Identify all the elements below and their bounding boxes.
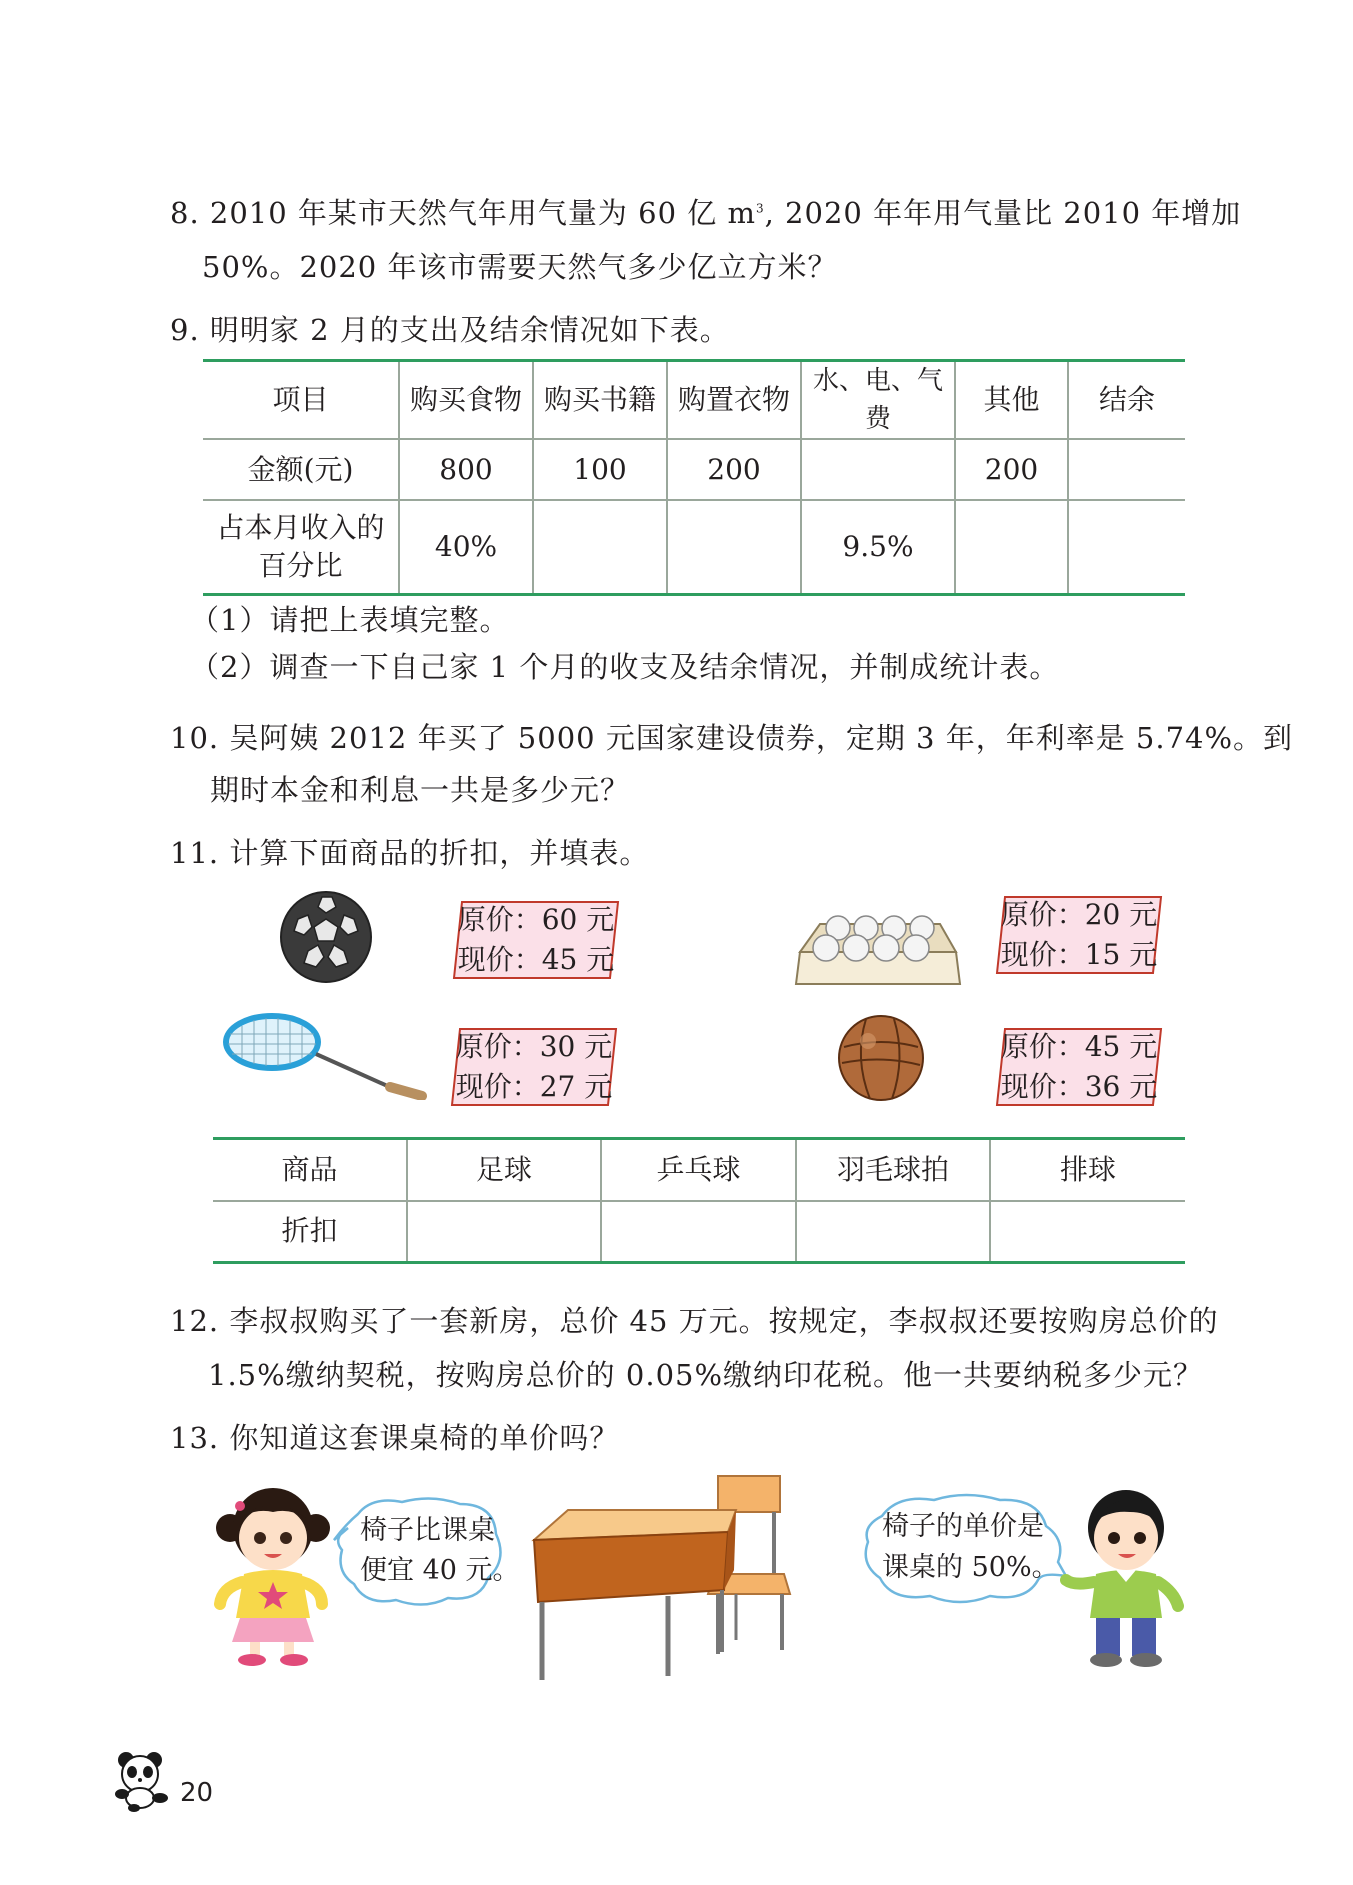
q11-header-cell: 商品 — [213, 1139, 407, 1201]
girl-speech-line-1: 椅子比课桌 — [360, 1515, 495, 1546]
boy-speech-line-2: 课桌的 50%。 — [882, 1552, 1059, 1583]
q11-title: 11. 计算下面商品的折扣，并填表。 — [170, 836, 650, 870]
q9-cell — [667, 500, 801, 594]
q11-header-cell: 排球 — [990, 1139, 1185, 1201]
q9-cell — [1068, 500, 1185, 594]
q10-line-1: 10. 吴阿姨 2012 年买了 5000 元国家建设债券，定期 3 年，年利率是 5.74%。到 — [170, 721, 1294, 755]
q9-cell: 200 — [667, 439, 801, 500]
q8-line-1: 8. 2010 年某市天然气年用气量为 60 亿 $m^3$, 2020 年年用气量比 2010 年增加 — [170, 196, 1242, 230]
q8-line-2: 50%。2020 年该市需要天然气多少亿立方米？ — [202, 250, 838, 284]
q9-cell: 100 — [533, 439, 667, 500]
girl-illustration-icon — [210, 1478, 340, 1668]
q9-header-row — [203, 361, 1185, 440]
panda-icon — [110, 1748, 174, 1812]
price-tag-volleyball: 原价：45 元 现价：36 元 — [995, 1027, 1163, 1107]
q9-header-cell: 其他 — [955, 361, 1068, 440]
q11-discount-row — [213, 1201, 1185, 1263]
q11-cell — [601, 1201, 796, 1263]
boy-speech-line-1: 椅子的单价是 — [882, 1511, 1044, 1542]
q13-title: 13. 你知道这套课桌椅的单价吗？ — [170, 1421, 620, 1455]
q9-sub-1: （1）请把上表填完整。 — [190, 603, 510, 637]
q9-cell: 200 — [955, 439, 1068, 500]
q9-header-cell: 结余 — [1068, 361, 1185, 440]
q9-title: 9. 明明家 2 月的支出及结余情况如下表。 — [170, 313, 730, 347]
girl-speech-line-2: 便宜 40 元。 — [360, 1555, 520, 1586]
q9-amount-row — [203, 439, 1185, 500]
price-tag-ping-pong: 原价：20 元 现价：15 元 — [995, 895, 1163, 975]
q11-header-row — [213, 1139, 1185, 1201]
q9-cell: 9.5% — [801, 500, 955, 594]
q9-cell: 40% — [399, 500, 533, 594]
q9-cell — [955, 500, 1068, 594]
q12-line-2: 1.5%缴纳契税，按购房总价的 0.05%缴纳印花税。他一共要纳税多少元？ — [208, 1358, 1204, 1392]
q9-percent-label: 占本月收入的 百分比 — [203, 500, 399, 594]
boy-illustration-icon — [1060, 1478, 1190, 1670]
q10-line-2: 期时本金和利息一共是多少元？ — [210, 773, 631, 807]
q9-sub-2: （2）调查一下自己家 1 个月的收支及结余情况，并制成统计表。 — [190, 650, 1060, 684]
volleyball-icon — [836, 1013, 926, 1103]
q9-cell: 金额(元) — [203, 439, 399, 500]
q11-cell: 折扣 — [213, 1201, 407, 1263]
q9-header-cell: 项目 — [203, 361, 399, 440]
q11-table — [213, 1137, 1185, 1264]
q9-cell: 800 — [399, 439, 533, 500]
q9-header-cell: 购买书籍 — [533, 361, 667, 440]
soccer-ball-icon — [278, 889, 374, 985]
q9-header-cell: 购置衣物 — [667, 361, 801, 440]
price-tag-football: 原价：60 元 现价：45 元 — [452, 900, 620, 980]
desk-and-chair-icon — [528, 1470, 798, 1688]
badminton-racket-icon — [222, 1010, 428, 1100]
price-tag-racket: 原价：30 元 现价：27 元 — [450, 1027, 618, 1107]
ping-pong-balls-icon — [790, 898, 966, 994]
q11-cell — [796, 1201, 990, 1263]
q11-header-cell: 乒乓球 — [601, 1139, 796, 1201]
page-number: 20 — [180, 1778, 214, 1808]
q11-header-cell: 羽毛球拍 — [796, 1139, 990, 1201]
q9-header-cell: 水、电、气费 — [801, 361, 955, 440]
q12-line-1: 12. 李叔叔购买了一套新房，总价 45 万元。按规定，李叔叔还要按购房总价的 — [170, 1304, 1219, 1338]
q9-cell — [801, 439, 955, 500]
q9-percent-row — [203, 500, 1185, 594]
q11-header-cell: 足球 — [407, 1139, 601, 1201]
q11-cell — [407, 1201, 601, 1263]
q9-cell — [1068, 439, 1185, 500]
q9-table — [203, 359, 1185, 596]
q9-header-cell: 购买食物 — [399, 361, 533, 440]
q11-cell — [990, 1201, 1185, 1263]
q9-cell — [533, 500, 667, 594]
